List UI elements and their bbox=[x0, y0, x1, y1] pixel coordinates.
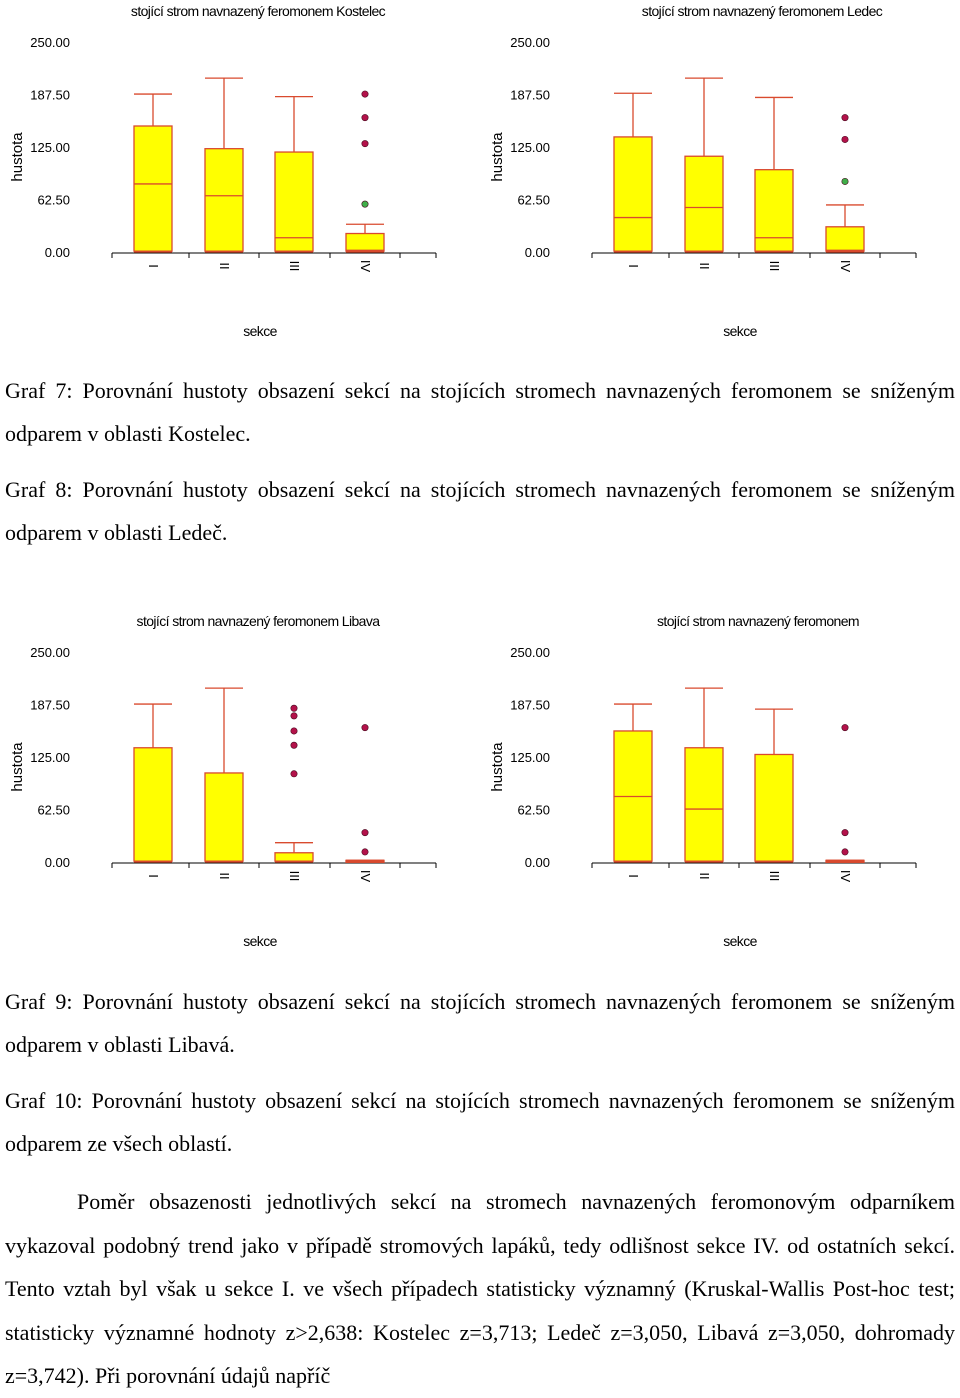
box-II bbox=[685, 688, 723, 879]
outlier-point bbox=[362, 114, 368, 120]
charts-row-2 bbox=[0, 610, 960, 949]
box-I bbox=[614, 93, 652, 268]
category-label: II bbox=[697, 262, 712, 270]
y-tick-label: 125.00 bbox=[510, 750, 550, 765]
y-tick-label: 62.50 bbox=[37, 192, 70, 208]
outlier-point bbox=[362, 91, 368, 97]
chart-title: stojící strom navnazený feromonem Ledec bbox=[641, 3, 883, 19]
y-tick-label: 125.00 bbox=[30, 750, 70, 765]
category-label: II bbox=[697, 872, 712, 880]
box-I bbox=[614, 704, 652, 878]
outlier-point bbox=[362, 849, 368, 855]
category-label: III bbox=[287, 870, 302, 882]
box-IV bbox=[826, 205, 864, 273]
y-axis-label: hustota bbox=[489, 132, 506, 182]
outlier-point bbox=[291, 705, 297, 711]
caption-text: Porovnání hustoty obsazení sekcí na stojících stromech navnazených feromonem se sníženým odparem v oblasti Kostelec. bbox=[5, 378, 955, 446]
y-tick-label: 62.50 bbox=[517, 802, 550, 818]
category-label: I bbox=[626, 264, 641, 268]
box-I bbox=[134, 704, 172, 878]
box-rect bbox=[346, 234, 384, 252]
extreme-point bbox=[362, 201, 368, 207]
box-rect bbox=[275, 152, 313, 251]
caption-graf-8 bbox=[5, 468, 955, 554]
y-tick-label: 187.50 bbox=[510, 87, 550, 103]
chart-title: stojící strom navnazený feromonem bbox=[657, 613, 859, 629]
category-label: IV bbox=[358, 259, 373, 273]
box-IV bbox=[346, 860, 384, 882]
caption-text: Porovnání hustoty obsazení sekcí na stojících stromech navnazených feromonem se sníženým odparem ze všech oblastí. bbox=[5, 1088, 955, 1156]
box-IV bbox=[826, 860, 864, 882]
y-tick-label: 62.50 bbox=[37, 802, 70, 818]
box-rect bbox=[755, 754, 793, 861]
y-tick-label: 0.00 bbox=[44, 855, 70, 870]
category-label: II bbox=[217, 872, 232, 880]
box-rect bbox=[685, 748, 723, 861]
outlier-point bbox=[291, 728, 297, 734]
outlier-point bbox=[842, 136, 848, 142]
x-axis-label: sekce bbox=[723, 933, 757, 949]
box-IV bbox=[346, 224, 384, 272]
outlier-point bbox=[842, 829, 848, 835]
box-rect bbox=[685, 156, 723, 251]
caption-graf-9 bbox=[5, 980, 955, 1066]
category-label: IV bbox=[838, 259, 853, 273]
y-tick-label: 0.00 bbox=[524, 855, 550, 870]
boxplot-ledec bbox=[480, 0, 960, 345]
y-axis-label: hustota bbox=[9, 742, 26, 792]
y-tick-label: 187.50 bbox=[30, 87, 70, 103]
y-tick-label: 187.50 bbox=[510, 697, 550, 713]
caption-text: Porovnání hustoty obsazení sekcí na stojících stromech navnazených feromonem se sníženým odparem v oblasti Libavá. bbox=[5, 989, 955, 1057]
chart-title: stojící strom navnazený feromonem Kostelec bbox=[130, 3, 386, 19]
box-rect bbox=[755, 170, 793, 251]
extreme-point bbox=[842, 178, 848, 184]
category-label: IV bbox=[838, 869, 853, 883]
x-axis-label: sekce bbox=[243, 933, 277, 949]
charts-row-1 bbox=[0, 0, 960, 339]
box-rect bbox=[275, 853, 313, 861]
category-label: I bbox=[146, 264, 161, 268]
y-tick-label: 187.50 bbox=[30, 697, 70, 713]
y-axis-label: hustota bbox=[489, 742, 506, 792]
y-tick-label: 250.00 bbox=[30, 645, 70, 660]
caption-label: Graf 8: bbox=[5, 477, 73, 502]
y-tick-label: 62.50 bbox=[517, 192, 550, 208]
y-tick-label: 125.00 bbox=[510, 140, 550, 155]
outlier-point bbox=[842, 724, 848, 730]
y-tick-label: 0.00 bbox=[524, 245, 550, 260]
outlier-point bbox=[362, 829, 368, 835]
boxplot-libava bbox=[0, 610, 480, 955]
category-label: I bbox=[626, 874, 641, 878]
caption-label: Graf 9: bbox=[5, 989, 73, 1014]
chart-title: stojící strom navnazený feromonem Libava bbox=[136, 613, 380, 629]
box-II bbox=[685, 78, 723, 269]
box-III bbox=[755, 97, 793, 271]
caption-text: Porovnání hustoty obsazení sekcí na stojících stromech navnazených feromonem se sníženým odparem v oblasti Ledeč. bbox=[5, 477, 955, 545]
box-rect bbox=[826, 227, 864, 251]
boxplot-all bbox=[480, 610, 960, 955]
category-label: I bbox=[146, 874, 161, 878]
caption-graf-7 bbox=[5, 369, 955, 455]
y-tick-label: 250.00 bbox=[30, 35, 70, 50]
y-axis-label: hustota bbox=[9, 132, 26, 182]
caption-label: Graf 7: bbox=[5, 378, 73, 403]
box-rect bbox=[205, 149, 243, 251]
box-rect bbox=[134, 126, 172, 251]
body-paragraph: Poměr obsazenosti jednotlivých sekcí na stromech navnazených feromonovým odparníkem vykazoval podobný trend jako v případě stromových lapáků, tedy odlišnost sekce IV. od ostatních sekcí. Tento vztah byl však u sekce I. ve všech případech statisticky významný (Kruskal-Wallis Post-hoc test; statisticky významné hodnoty z>2,638: Kostelec z=3,713; Ledeč z=3,050, Libavá z=3,050, dohromady z=3,742). Při porovnání údajů napříč bbox=[5, 1189, 955, 1388]
category-label: III bbox=[287, 260, 302, 272]
box-III bbox=[275, 843, 313, 882]
outlier-point bbox=[362, 724, 368, 730]
category-label: III bbox=[767, 870, 782, 882]
outlier-point bbox=[291, 771, 297, 777]
category-label: III bbox=[767, 260, 782, 272]
box-II bbox=[205, 688, 243, 879]
outlier-point bbox=[291, 713, 297, 719]
outlier-point bbox=[291, 742, 297, 748]
caption-label: Graf 10: bbox=[5, 1088, 83, 1113]
outlier-point bbox=[842, 849, 848, 855]
x-axis-label: sekce bbox=[723, 323, 757, 339]
y-tick-label: 250.00 bbox=[510, 35, 550, 50]
caption-graf-10 bbox=[5, 1079, 955, 1165]
boxplot-kostelec bbox=[0, 0, 480, 345]
category-label: II bbox=[217, 262, 232, 270]
box-II bbox=[205, 78, 243, 269]
box-rect bbox=[614, 137, 652, 251]
box-rect bbox=[134, 748, 172, 861]
outlier-point bbox=[362, 140, 368, 146]
box-III bbox=[275, 97, 313, 272]
y-tick-label: 125.00 bbox=[30, 140, 70, 155]
x-axis-label: sekce bbox=[243, 323, 277, 339]
y-tick-label: 0.00 bbox=[44, 245, 70, 260]
y-tick-label: 250.00 bbox=[510, 645, 550, 660]
box-rect bbox=[205, 773, 243, 861]
box-III bbox=[755, 709, 793, 881]
category-label: IV bbox=[358, 869, 373, 883]
outlier-point bbox=[842, 114, 848, 120]
box-I bbox=[134, 94, 172, 268]
